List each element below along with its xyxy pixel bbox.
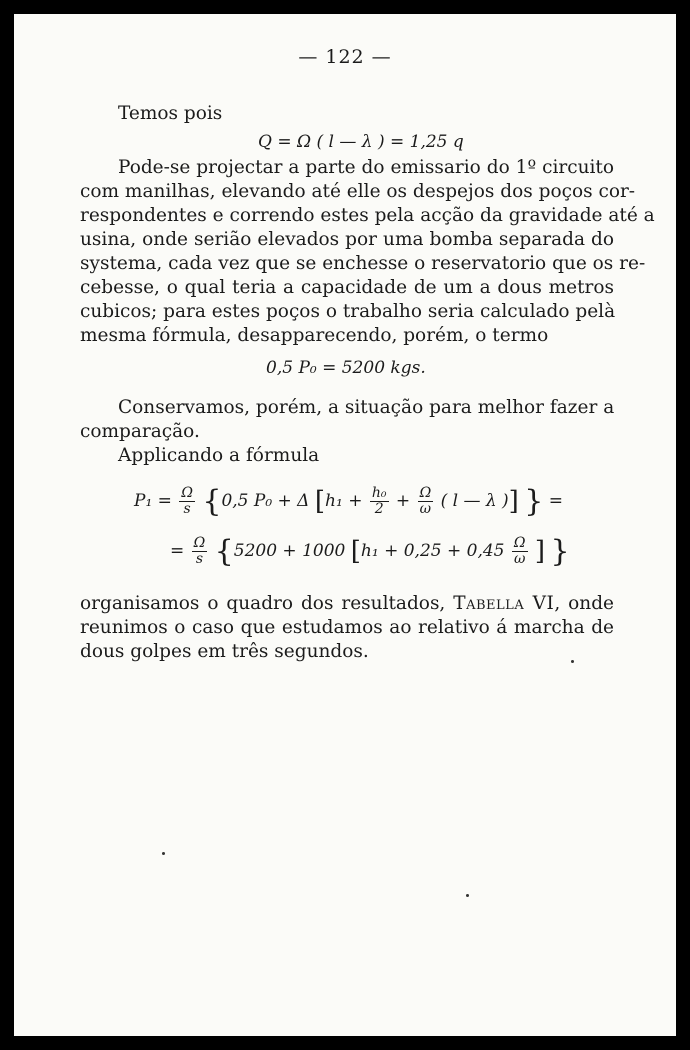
formula-term: 0,5 P₀ + Δ [221, 491, 310, 511]
paragraph-line: com manilhas, elevando até elle os despejos dos poços cor- [80, 181, 636, 202]
paragraph-line: systema, cada vez que se enchesse o reservatorio que os re- [80, 253, 646, 274]
ink-speck [571, 660, 574, 663]
text-temos-pois: Temos pois [118, 103, 223, 124]
paragraph-line: Pode-se projectar a parte do emissario do 1º circuito [118, 157, 614, 178]
formula-equals: = [157, 491, 172, 511]
equation-q: Q = Ω ( l — λ ) = 1,25 q [258, 132, 464, 152]
formula-lhs: P₁ [134, 491, 153, 511]
fraction-omega-s: $\frac{\Omega}{s}$ [181, 485, 193, 517]
paragraph-line: cebesse, o qual teria a capacidade de um a dous metros [80, 277, 614, 298]
paragraph-line: usina, onde serião elevados por uma bomba separada do [80, 229, 614, 250]
ink-speck [466, 894, 469, 897]
paragraph-line: Conservamos, porém, a situação para melhor fazer a [118, 397, 615, 418]
page-number: — 122 — [298, 46, 392, 68]
paragraph-line: Applicando a fórmula [118, 445, 320, 466]
table-reference: Tabella VI [453, 593, 555, 614]
paragraph-line: cubicos; para estes poços o trabalho seria calculado pelà [80, 301, 616, 322]
fraction-omega-omega: $\frac{\Omega}{\omega}$ [513, 535, 526, 567]
formula-line-1: P₁ = $\frac{\Omega}{s}$ {0,5 P₀ + Δ [h₁ + $\frac{\text{h₀}}{2}$ + $\frac{\Omega}{\omega}$ ( l — λ )] } = [134, 484, 563, 519]
formula-term: 5200 + 1000 [233, 541, 346, 561]
formula-term: h₁ + [325, 491, 363, 511]
formula-term: ( l — λ ) [440, 491, 509, 511]
fraction-h0-2: $\frac{\text{h₀}}{2}$ [371, 485, 387, 517]
fraction-omega-s: $\frac{\Omega}{s}$ [193, 535, 206, 567]
book-page [14, 14, 676, 1036]
paragraph-line: dous golpes em três segundos. [80, 641, 369, 662]
equation-p0: 0,5 P₀ = 5200 kgs. [266, 358, 426, 378]
paragraph-line: respondentes e correndo estes pela acção da gravidade até a [80, 205, 655, 226]
formula-term: h₁ + 0,25 + 0,45 [360, 541, 505, 561]
paragraph-line: mesma fórmula, desapparecendo, porém, o termo [80, 325, 549, 346]
paragraph-line: reunimos o caso que estudamos ao relativo á marcha de [80, 617, 614, 638]
formula-line-2: = $\frac{\Omega}{s}$ {5200 + 1000 [h₁ + 0,25 + 0,45 $\frac{\Omega}{\omega}$ ] } [170, 534, 570, 569]
paragraph-line: organisamos o quadro dos resultados, Tabella VI, onde [80, 593, 614, 614]
ink-speck [162, 852, 165, 855]
paragraph-line: comparação. [80, 421, 200, 442]
fraction-omega-omega: $\frac{\Omega}{\omega}$ [419, 485, 432, 517]
